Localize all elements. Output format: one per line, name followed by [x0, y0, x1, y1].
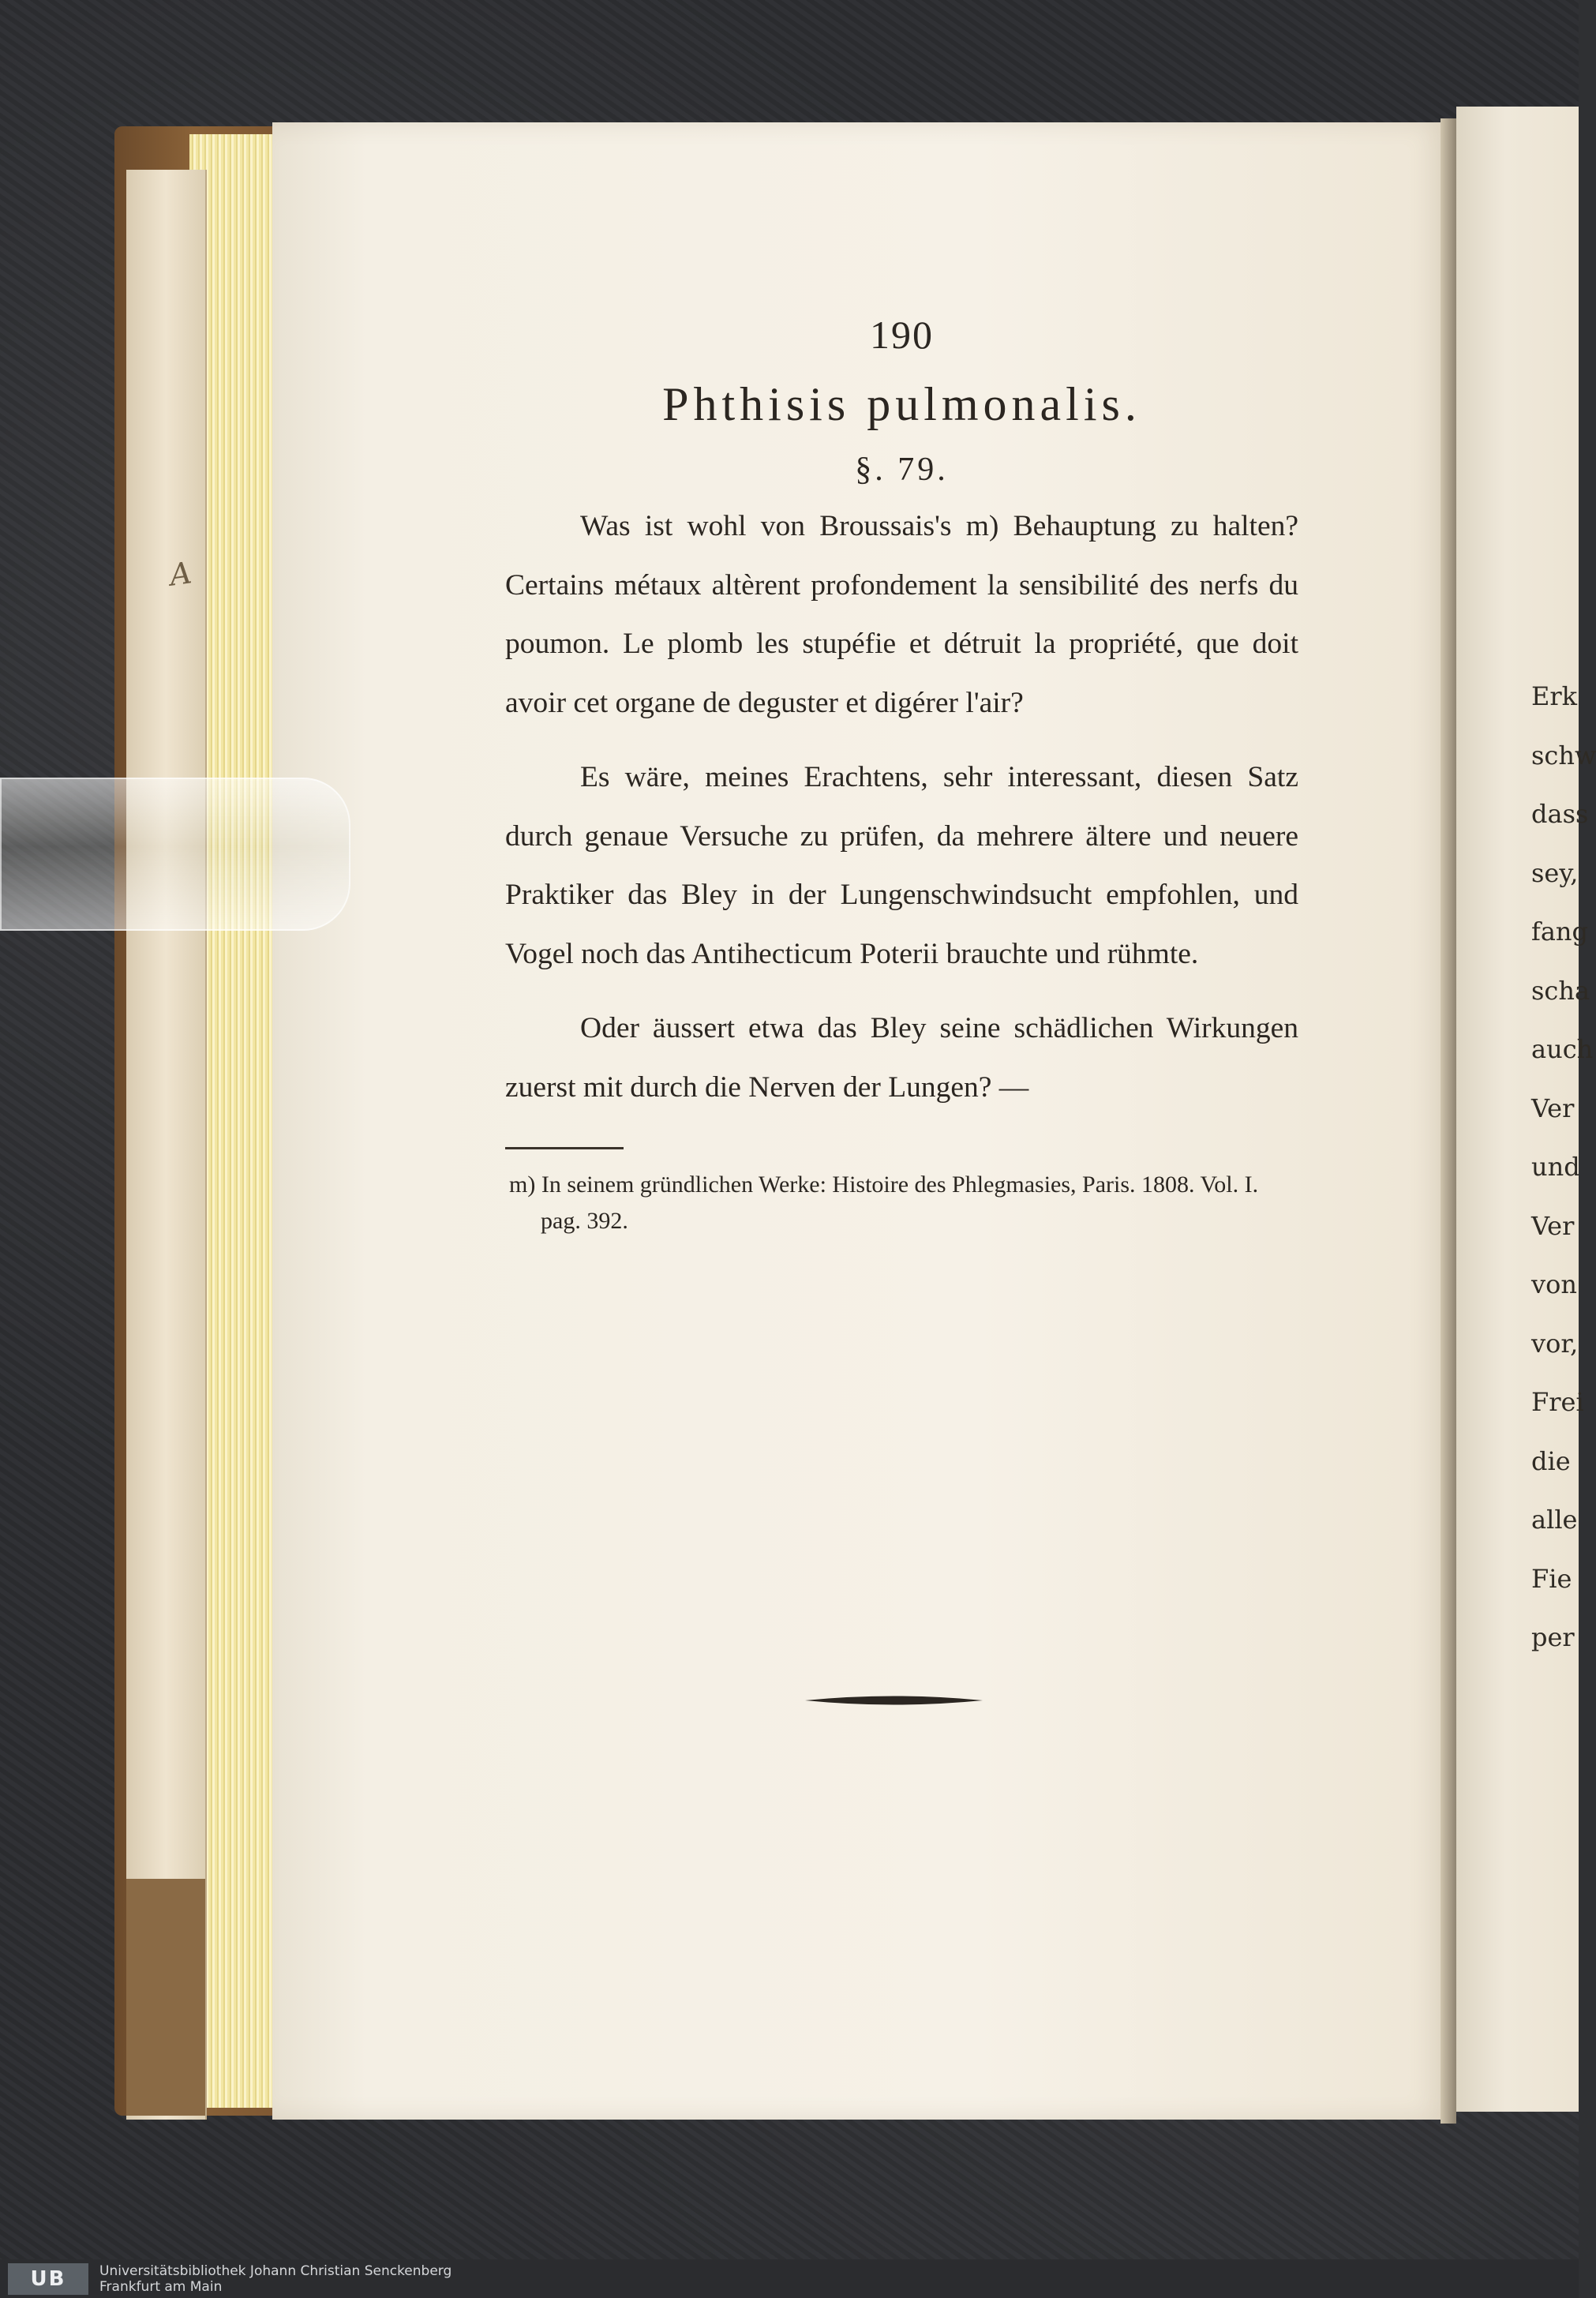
facing-word: Ver — [1531, 1093, 1575, 1123]
paragraph-2: Es wäre, meines Erachtens, sehr interessant, diesen Satz durch genaue Versuche zu prüfen, da mehrere ältere und neuere Praktiker das Bley in der Lungenschwindsucht empfohlen, und Vogel noch das Antihecticum Poterii brauchte und rühmte. — [505, 761, 1298, 970]
ub-logo: UB — [8, 2263, 88, 2295]
book-gutter — [1441, 118, 1456, 2124]
facing-word: fang — [1531, 917, 1589, 947]
facing-word: sey, — [1531, 857, 1579, 888]
margin-annotation: A — [167, 555, 194, 593]
ornament-rule — [805, 1696, 983, 1705]
paragraph-3: Oder äussert etwa das Bley seine schädlichen Wirkungen zuerst mit durch die Nerven der Lungen? — — [505, 1012, 1298, 1104]
footnote-rule — [505, 1147, 624, 1149]
footer-line-1: Universitätsbibliothek Johann Christian Senckenberg — [99, 2262, 452, 2279]
footer-text — [99, 2263, 451, 2295]
facing-word: vor, — [1531, 1328, 1579, 1359]
paragraph-1: Was ist wohl von Broussais's m) Behauptung zu halten? Certains métaux altèrent profondement la sensibilité des nerfs du poumon. Le plomb les stupéfie et détruit la propriété, que doit avoir cet organe de deguster et digérer l'air? — [505, 510, 1298, 719]
facing-word: von — [1531, 1269, 1577, 1299]
facing-word: die — [1531, 1445, 1571, 1476]
page-number: 190 — [870, 313, 934, 357]
facing-word: auch — [1531, 1034, 1594, 1064]
ornament-divider — [805, 1693, 983, 1708]
facing-word: dass — [1531, 799, 1589, 829]
page-title: Phthisis pulmonalis. — [662, 378, 1141, 430]
facing-word: und — [1531, 1152, 1580, 1182]
facing-word: per — [1531, 1622, 1575, 1652]
footer-line-2: Frankfurt am Main — [99, 2278, 223, 2295]
flyleaf-stub — [126, 1879, 205, 2116]
library-footer — [0, 2259, 1579, 2298]
facing-word: Erk — [1531, 681, 1578, 711]
facing-word: Fie — [1531, 1563, 1572, 1594]
page-text-block — [505, 312, 1298, 1239]
flyleaf — [126, 170, 207, 2120]
footnote: m) In seinem gründlichen Werke: Histoire des Phlegmasies, Paris. 1808. Vol. I. pag. 392. — [509, 1171, 1259, 1234]
facing-word: scha — [1531, 975, 1590, 1006]
facing-page-text — [1531, 667, 1596, 1667]
glass-page-clamp — [0, 778, 350, 931]
facing-word: schw — [1531, 740, 1596, 770]
section-heading: §. 79. — [855, 452, 949, 488]
facing-word: Frei — [1531, 1387, 1584, 1417]
facing-word: alle — [1531, 1505, 1578, 1535]
facing-word: Ver — [1531, 1210, 1575, 1241]
